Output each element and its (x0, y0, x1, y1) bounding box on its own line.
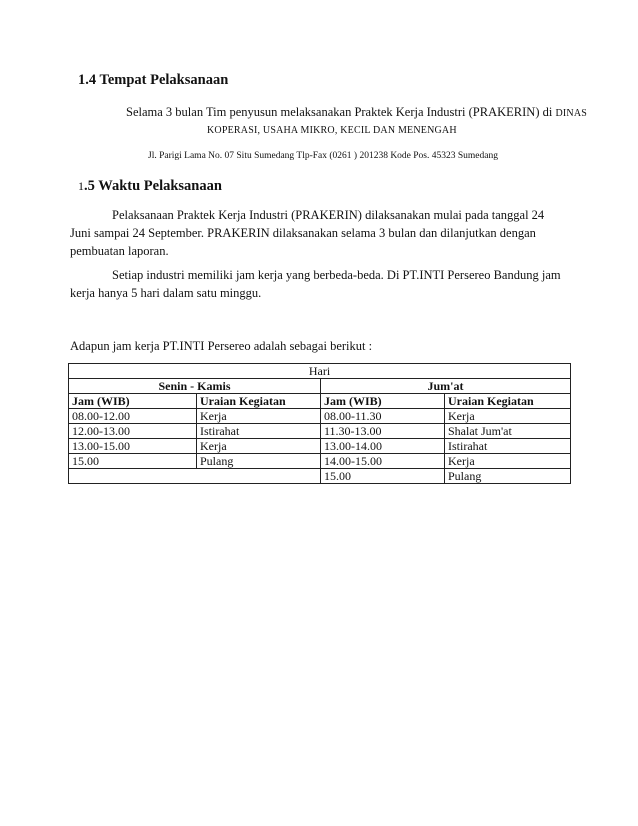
table-cell: 15.00 (321, 469, 445, 484)
table-cell: Shalat Jum'at (445, 424, 571, 439)
waktu-para2-line2: kerja hanya 5 hari dalam satu minggu. (70, 286, 262, 300)
group-senin-kamis: Senin - Kamis (69, 379, 321, 394)
table-row (69, 409, 571, 424)
section-heading-waktu (78, 178, 222, 195)
table-cell: Pulang (197, 454, 321, 469)
header-jam-right: Jam (WIB) (321, 394, 445, 409)
table-cell: Kerja (445, 454, 571, 469)
table-cell: Kerja (445, 409, 571, 424)
table-cell-empty (69, 469, 321, 484)
waktu-para2-line1: Setiap industri memiliki jam kerja yang berbeda-beda. Di PT.INTI Persereo Bandung jam (112, 268, 561, 282)
table-cell: Istirahat (445, 439, 571, 454)
table-cell: 15.00 (69, 454, 197, 469)
header-jam-left: Jam (WIB) (69, 394, 197, 409)
header-uraian-right: Uraian Kegiatan (445, 394, 571, 409)
table-cell: Kerja (197, 439, 321, 454)
table-cell: 08.00-11.30 (321, 409, 445, 424)
table-cell: Kerja (197, 409, 321, 424)
table-cell: 11.30-13.00 (321, 424, 445, 439)
table-row (69, 424, 571, 439)
table-row (69, 469, 571, 484)
table-group-row (69, 379, 571, 394)
tempat-line-1-tail: DINAS (555, 108, 588, 119)
table-cell: Istirahat (197, 424, 321, 439)
table-cell: Pulang (445, 469, 571, 484)
table-row (69, 439, 571, 454)
waktu-para1-line3: pembuatan laporan. (70, 244, 169, 258)
waktu-para1-line1: Pelaksanaan Praktek Kerja Industri (PRAKERIN) dilaksanakan mulai pada tanggal 24 (112, 208, 545, 222)
tempat-address: Jl. Parigi Lama No. 07 Situ Sumedang Tlp-Fax (0261 ) 201238 Kode Pos. 45323 Sumedang (148, 151, 498, 161)
table-cell: 13.00-15.00 (69, 439, 197, 454)
table-cell: 08.00-12.00 (69, 409, 197, 424)
section-heading-waktu-num: 1 (78, 179, 84, 193)
schedule-intro: Adapun jam kerja PT.INTI Persereo adalah sebagai berikut : (70, 339, 373, 353)
group-jumat: Jum'at (321, 379, 571, 394)
table-cell: 12.00-13.00 (69, 424, 197, 439)
section-heading-tempat: 1.4 Tempat Pelaksanaan (78, 72, 229, 88)
tempat-line-1 (126, 105, 587, 120)
tempat-line-1-text: Selama 3 bulan Tim penyusun melaksanakan Praktek Kerja Industri (PRAKERIN) di (126, 105, 553, 119)
table-row (69, 454, 571, 469)
table-title-row (69, 364, 571, 379)
header-uraian-left: Uraian Kegiatan (197, 394, 321, 409)
work-schedule-table (68, 363, 571, 484)
table-cell: 13.00-14.00 (321, 439, 445, 454)
tempat-line-2: KOPERASI, USAHA MIKRO, KECIL DAN MENENGAH (207, 125, 457, 136)
table-cell: 14.00-15.00 (321, 454, 445, 469)
table-header-row (69, 394, 571, 409)
table-title: Hari (69, 364, 571, 379)
section-heading-waktu-text: .5 Waktu Pelaksanaan (84, 178, 222, 194)
waktu-para1-line2: Juni sampai 24 September. PRAKERIN dilaksanakan selama 3 bulan dan dilanjutkan dengan (70, 226, 536, 240)
